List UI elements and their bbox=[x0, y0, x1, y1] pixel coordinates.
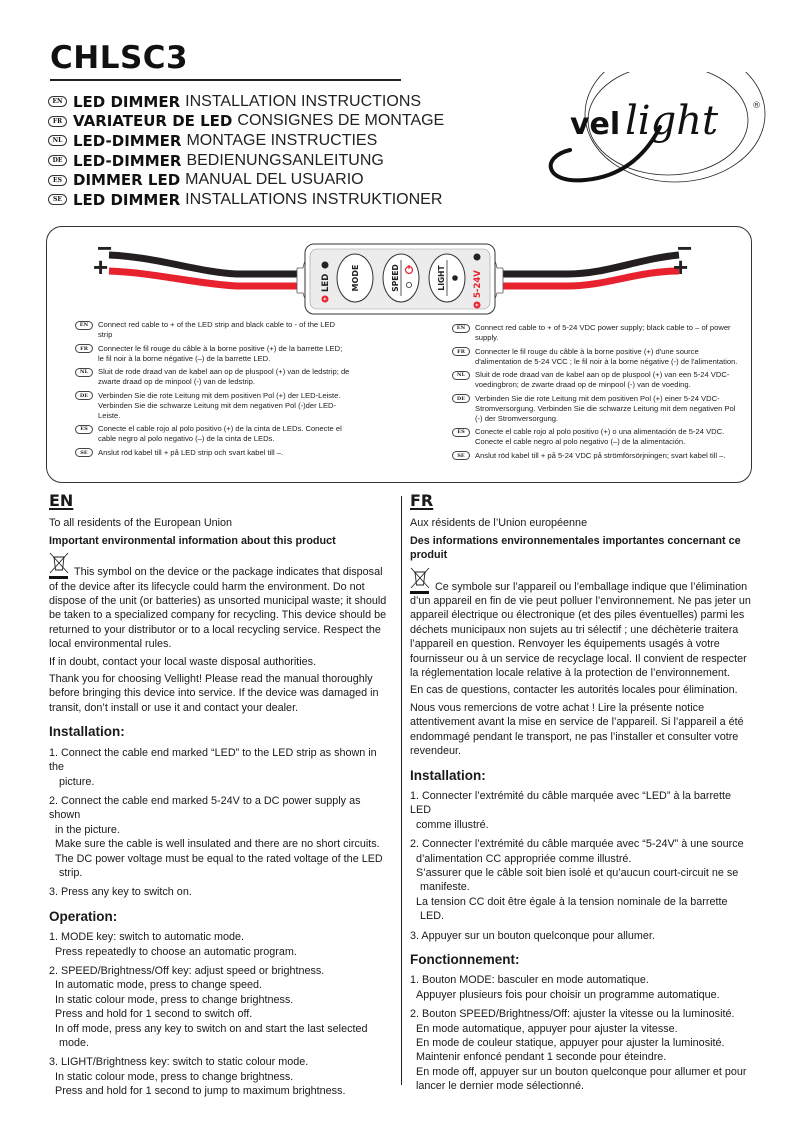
svg-text:MODE: MODE bbox=[351, 264, 360, 292]
step-item-se: SE Anslut röd kabel till + på LED strip och svart kabel till –. bbox=[75, 448, 350, 458]
title-rest: BEDIENUNGSANLEITUNG bbox=[186, 151, 384, 169]
installation-heading: Installation: bbox=[49, 724, 125, 740]
title-bold: DIMMER LED bbox=[73, 171, 181, 190]
step-item-es: ES Conecte el cable rojo al polo positivo (+) de la cinta de LEDs. Conecte el cable negro al polo negativo (–) de la cinta de LEDs. bbox=[75, 424, 350, 444]
environment-text: This symbol on the device or the package indicates that disposal of the device after its lifecycle could harm the environment. Do not dispose of the unit (or batteries) as unsorted municipal waste; it should be taken to a specialized company for recycling. This device should be returned to your distributor or to a local recycling service. Respect the local environmental rules. bbox=[49, 566, 387, 651]
svg-text:LIGHT: LIGHT bbox=[437, 265, 446, 291]
step-item-es: ES Conecte el cable rojo al polo positivo (+) o una alimentación de 5-24 VDC. Conecte el cable negro al polo negativo (–) de la alimentación. bbox=[452, 427, 742, 447]
svg-text:light: light bbox=[625, 98, 719, 144]
english-section bbox=[49, 491, 394, 1104]
environment-heading: Des informations environnementales importantes concernant ce produit bbox=[410, 534, 741, 562]
title-rest: MANUAL DEL USUARIO bbox=[185, 171, 364, 189]
lang-badge-se: SE bbox=[48, 194, 67, 205]
step-item-fr: FR Connecter le fil rouge du câble à la borne positive (+) d'une source d'alimentation de 5-24 VCC ; le fil noir à la borne négative (-) de l'alimentation. bbox=[452, 347, 742, 367]
step-item-se: SE Anslut röd kabel till + på 5-24 VDC på strömförsörjningen; svart kabel till –. bbox=[452, 451, 742, 461]
led-side-instructions bbox=[75, 320, 350, 461]
svg-text:LED: LED bbox=[321, 273, 331, 292]
wiring-illustration bbox=[47, 227, 753, 317]
environment-heading: Important environmental information about this product bbox=[49, 534, 336, 547]
lang-badge-nl: NL bbox=[48, 135, 67, 146]
title-rest: CONSIGNES DE MONTAGE bbox=[237, 112, 445, 130]
operation-heading: Fonctionnement: bbox=[410, 951, 520, 967]
lang-badge-es: ES bbox=[48, 175, 67, 186]
installation-item: 3. Press any key to switch on. bbox=[49, 886, 192, 899]
french-section bbox=[410, 491, 755, 1099]
title-row-en bbox=[48, 92, 444, 112]
doubt-text: If in doubt, contact your local waste disposal authorities. bbox=[49, 655, 317, 668]
title-row-se bbox=[48, 190, 444, 210]
power-side-instructions bbox=[452, 323, 742, 464]
installation-item: 1. Connect the cable end marked “LED” to the LED strip as shown in the picture. bbox=[49, 746, 377, 788]
title-bold: LED DIMMER bbox=[73, 92, 181, 111]
title-divider bbox=[50, 79, 401, 81]
lang-badge-de: DE bbox=[48, 155, 67, 166]
eu-residents-line: Aux résidents de l’Union européenne bbox=[410, 517, 588, 530]
step-item-en: EN Connect red cable to + of 5-24 VDC power supply; black cable to – of power supply. bbox=[452, 323, 742, 343]
installation-item: 1. Connecter l’extrémité du câble marquée avec “LED” à la barrette LED comme illustré. bbox=[410, 789, 732, 831]
thanks-text: Thank you for choosing Vellight! Please read the manual thoroughly before bringing this device into service. If the device was damaged in transit, don’t install or use it and contact your dealer. bbox=[49, 673, 379, 714]
title-bold: LED-DIMMER bbox=[73, 131, 182, 150]
svg-text:SPEED: SPEED bbox=[391, 264, 400, 292]
step-item-nl: NL Sluit de rode draad van de kabel aan op de pluspool (+) van de ledstrip; de zwarte draad op de minpool (-) van de ledstrip. bbox=[75, 367, 350, 387]
section-code: EN bbox=[49, 491, 74, 510]
operation-heading: Operation: bbox=[49, 908, 118, 924]
svg-text:®: ® bbox=[752, 101, 761, 111]
column-divider bbox=[401, 496, 402, 1085]
installation-item: 2. Connect the cable end marked 5-24V to a DC power supply as shown in the picture. Make sure the cable is well insulated and there are no short circuits. The DC power voltage must be equal to the rated voltage of the LED strip. bbox=[49, 794, 383, 879]
step-item-fr: FR Connecter le fil rouge du câble à la borne positive (+) de la barrette LED; le fil noir à la borne négative (–) de la barrette LED. bbox=[75, 344, 350, 364]
installation-item: 2. Connecter l’extrémité du câble marquée avec “5-24V” à une source d’alimentation CC appropriée comme illustré. S’assurer que le câble soit bien isolé et qu’aucun court-circuit ne se manifeste. La tension CC doit être égale à la tension nominale de la barrette LED. bbox=[410, 838, 744, 923]
environment-text: Ce symbole sur l’appareil ou l’emballage indique que l’élimination d’un appareil en fin de vie peut polluer l’environnement. Ne pas jeter un appareil électrique ou électronique (et des piles éventuelles) parmi les déchets municipaux non sujets au tri sélectif ; une déchèterie traitera l’appareil en question. Renvoyer les équipements usagés à votre fournisseur ou à un service de recyclage local. Il convient de respecter la réglementation locale relative à la protection de l’environnement. bbox=[410, 580, 751, 680]
lang-badge-en: EN bbox=[48, 96, 67, 107]
svg-text:+: + bbox=[323, 297, 330, 301]
title-bold: LED DIMMER bbox=[73, 190, 181, 209]
title-row-de bbox=[48, 151, 444, 171]
operation-item: 2. SPEED/Brightness/Off key: adjust speed or brightness. In automatic mode, press to change speed. In static colour mode, press to change brightness. Press and hold for 1 second to switch off. In off mode, press any key to switch on and start the last selected mode. bbox=[49, 964, 368, 1049]
thanks-text: Nous vous remercions de votre achat ! Lire la présente notice attentivement avant la mise en service de l’appareil. Si l’appareil a été endommagé pendant le transport, ne pas l’installer et consulter votre revendeur. bbox=[410, 701, 744, 758]
step-item-nl: NL Sluit de rode draad van de kabel aan op de pluspool (+) van een 5-24 VDC-voedingbron; de zwarte draad op de minpool (-) van de voeding. bbox=[452, 370, 742, 390]
eu-residents-line: To all residents of the European Union bbox=[49, 517, 233, 530]
title-bold: VARIATEUR DE LED bbox=[73, 112, 233, 131]
title-bold: LED-DIMMER bbox=[73, 151, 182, 170]
title-row-fr bbox=[48, 112, 444, 132]
section-code: FR bbox=[410, 491, 434, 510]
installation-heading: Installation: bbox=[410, 767, 486, 783]
title-rest: INSTALLATION INSTRUCTIONS bbox=[185, 92, 422, 110]
vellight-logo-icon bbox=[530, 72, 790, 202]
svg-text:5-24V: 5-24V bbox=[473, 270, 483, 298]
lang-badge-fr: FR bbox=[48, 116, 67, 127]
step-item-en: EN Connect red cable to + of the LED strip and black cable to - of the LED strip bbox=[75, 320, 350, 340]
doubt-text: En cas de questions, contacter les autorités locales pour élimination. bbox=[410, 684, 738, 697]
minus-sign-right: − bbox=[677, 233, 693, 263]
wiring-diagram bbox=[46, 226, 752, 483]
plus-sign-right: + bbox=[673, 252, 689, 282]
plus-sign-left: + bbox=[93, 252, 109, 282]
installation-item: 3. Appuyer sur un bouton quelconque pour allumer. bbox=[410, 929, 655, 942]
svg-text:vel: vel bbox=[570, 107, 621, 142]
minus-sign-left: − bbox=[97, 233, 113, 263]
language-titles bbox=[48, 92, 444, 210]
title-rest: MONTAGE INSTRUCTIES bbox=[186, 131, 378, 149]
model-title: CHLSC3 bbox=[50, 40, 189, 76]
operation-item: 1. Bouton MODE: basculer en mode automatique. Appuyer plusieurs fois pour choisir un programme automatique. bbox=[410, 974, 720, 1001]
svg-text:+: + bbox=[475, 303, 482, 307]
title-rest: INSTALLATIONS INSTRUKTIONER bbox=[185, 190, 443, 208]
step-item-de: DE Verbinden Sie die rote Leitung mit dem positiven Pol (+) einer 5-24 VDC-Stromversorgung. Verbinden Sie die schwarze Leitung mit dem negativen Pol (-) der Stromversorgung. bbox=[452, 394, 742, 424]
operation-item: 1. MODE key: switch to automatic mode. Press repeatedly to choose an automatic program. bbox=[49, 931, 297, 958]
operation-item: 2. Bouton SPEED/Brightness/Off: ajuster la vitesse ou la luminosité. En mode automatique, appuyer pour ajuster la vitesse. En mode de couleur statique, appuyer pour ajuster la luminosité. Maintenir enfoncé pendant 1 seconde pour éteindre. En mode off, appuyer sur un bouton quelconque pour allumer et pour lancer le dernier mode sélectionné. bbox=[410, 1008, 747, 1093]
title-row-es bbox=[48, 170, 444, 190]
step-item-de: DE Verbinden Sie die rote Leitung mit dem positiven Pol (+) der LED-Leiste. Verbinden Sie die schwarze Leitung mit dem negativen Pol (-)der LED-Leiste. bbox=[75, 391, 350, 421]
operation-item: 3. LIGHT/Brightness key: switch to static colour mode. In static colour mode, press to change brightness. Press and hold for 1 second to jump to maximum brightness. bbox=[49, 1056, 346, 1098]
title-row-nl bbox=[48, 131, 444, 151]
